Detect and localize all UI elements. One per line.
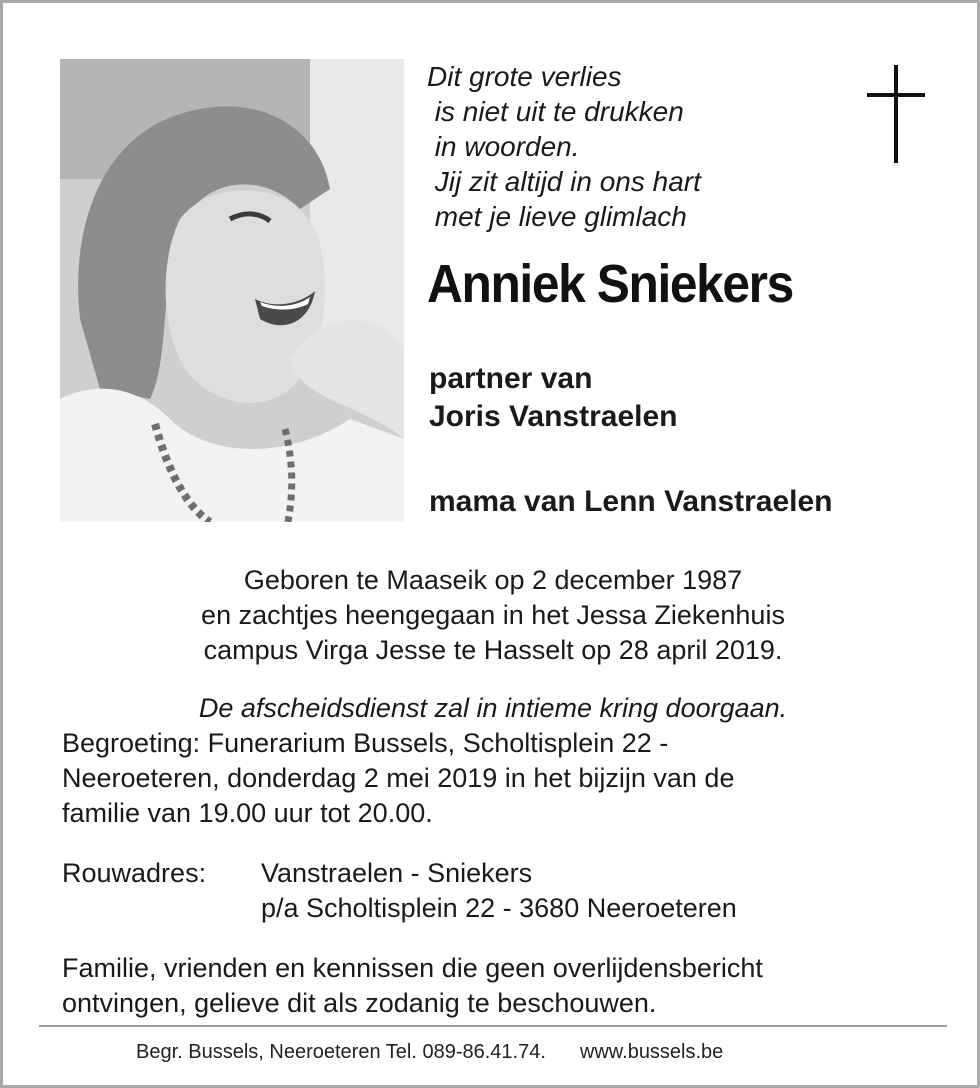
address-lines [261,856,737,926]
poem-line: Jij zit altijd in ons hart [427,166,701,197]
poem-line: Dit grote verlies [427,61,622,92]
partner-label: partner van [429,362,593,395]
birth-death-text [3,563,980,668]
passing-line: en zachtjes heengegaan in het Jessa Ziekenhuis [201,600,785,630]
poem-line: in woorden. [427,131,580,162]
greeting-line: Begroeting: Funerarium Bussels, Scholtisplein 22 - [62,728,669,758]
portrait-image [60,59,404,522]
address-line: Vanstraelen - Sniekers [261,858,533,888]
partner-relation [429,360,677,436]
address-line: p/a Scholtisplein 22 - 3680 Neeroeteren [261,893,737,923]
footer-divider [39,1025,947,1027]
deceased-name: Anniek Sniekers [427,254,793,314]
mother-relation [429,483,833,521]
birth-line: Geboren te Maaseik op 2 december 1987 [243,565,743,595]
greeting-line: Neeroeteren, donderdag 2 mei 2019 in het bijzijn van de [62,763,735,793]
greeting-line: familie van 19.00 uur tot 20.00. [62,798,433,828]
passing-place-line: campus Virga Jesse te Hasselt op 28 april 2019. [203,635,783,665]
footer [136,1039,723,1065]
address-label: Rouwadres: [62,858,207,888]
cross-icon [867,65,925,163]
poem-line: is niet uit te drukken [427,96,684,127]
partner-name: Joris Vanstraelen [429,400,678,433]
family-notice [62,951,763,1021]
poem-line: met je lieve glimlach [427,201,687,232]
website-link[interactable]: www.bussels.be [579,1041,724,1063]
greeting-text [62,726,734,831]
notice-line: Familie, vrienden en kennissen die geen overlijdensbericht [62,953,763,983]
portrait-photo [60,59,404,522]
poem [427,59,701,234]
service-notice: De afscheidsdienst zal in intieme kring doorgaan. [198,693,788,723]
notice-line: ontvingen, gelieve dit als zodanig te beschouwen. [62,988,657,1018]
mother-of-text: mama van Lenn Vanstraelen [429,485,833,518]
funeral-home-contact: Begr. Bussels, Neeroeteren Tel. 089-86.41.74. [136,1041,546,1063]
